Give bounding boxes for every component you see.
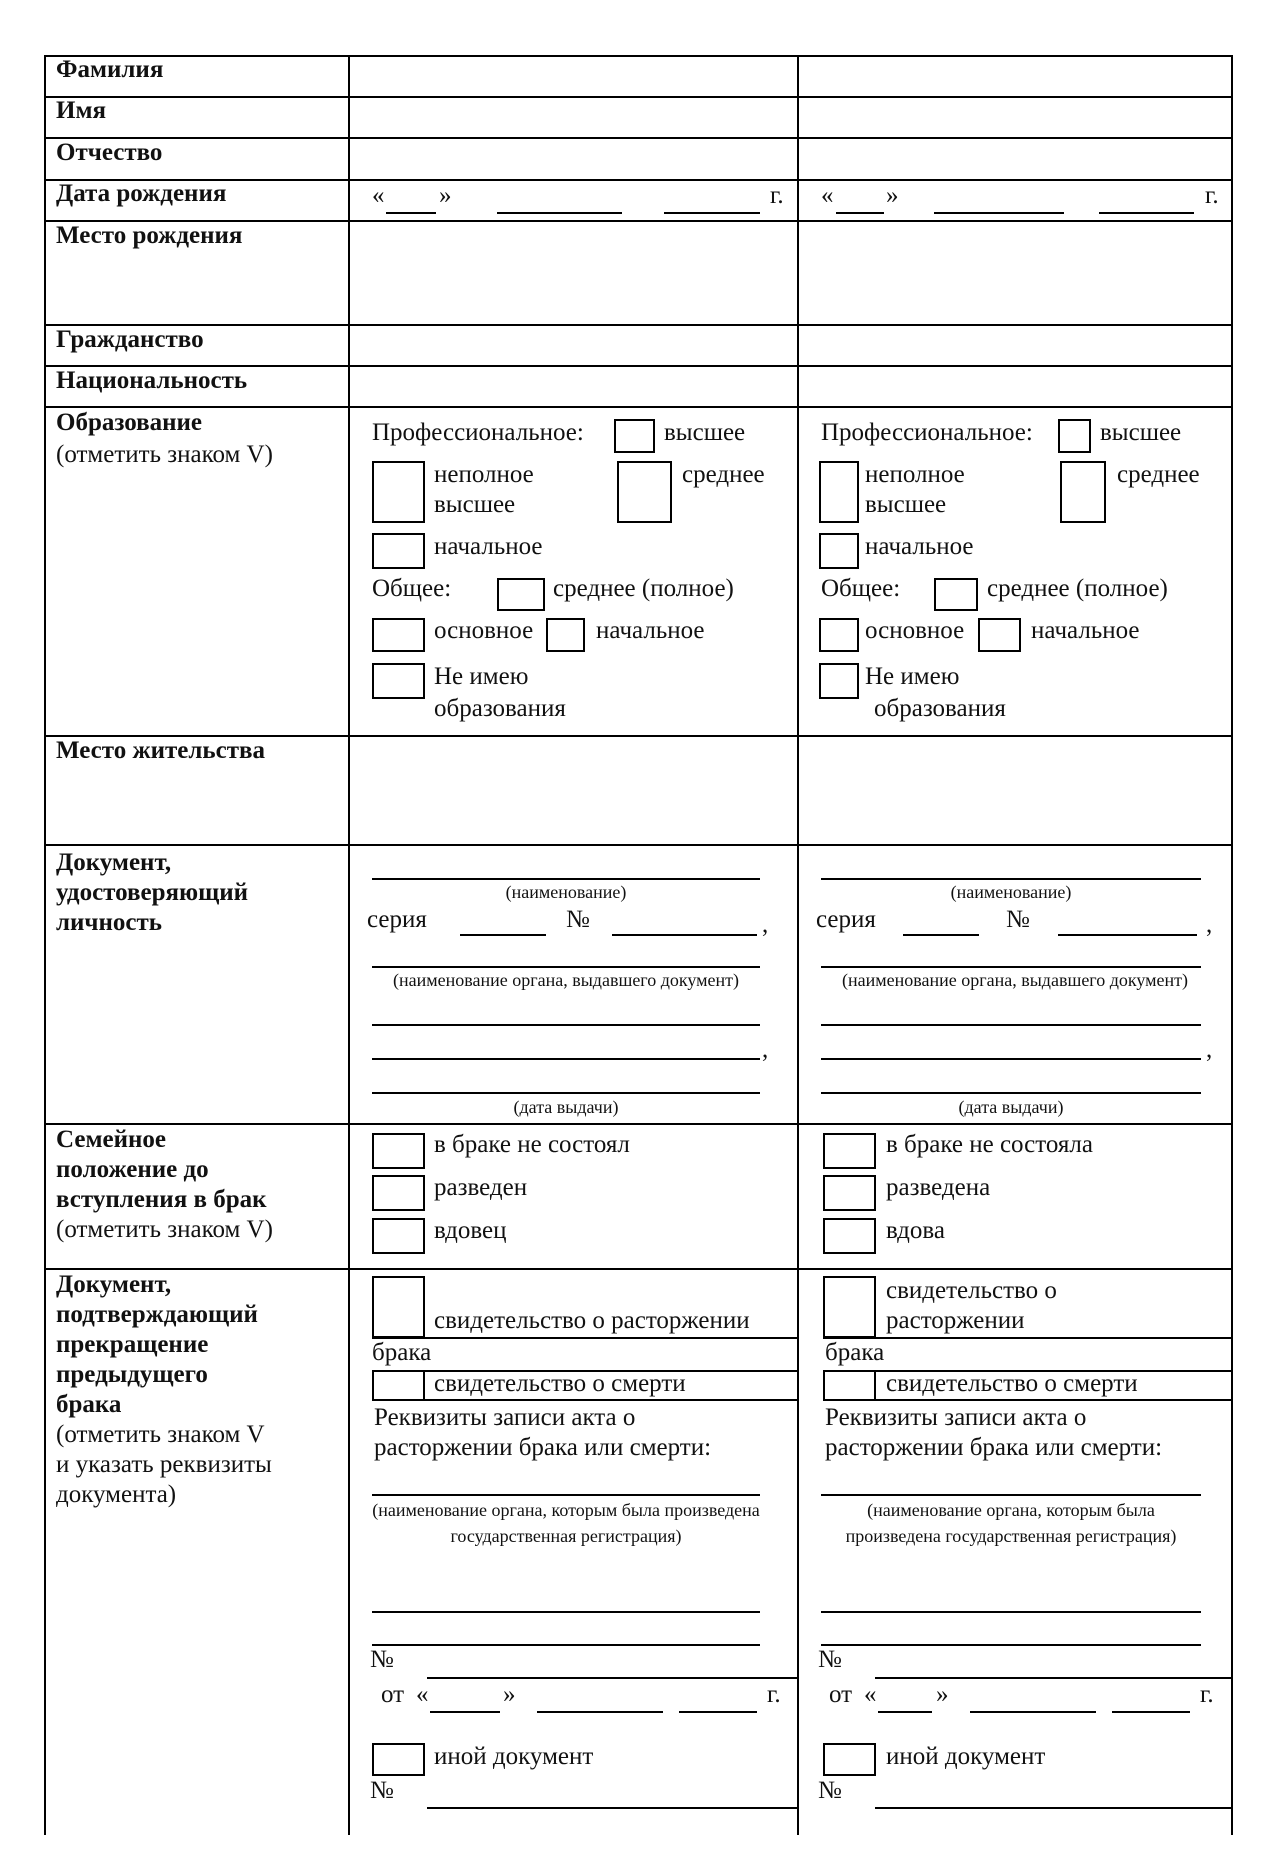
bride-citizenship-field[interactable] xyxy=(799,326,1231,365)
dob-year-suffix: г. xyxy=(1205,182,1219,209)
groom-divorce-certificate-checkbox[interactable] xyxy=(372,1276,425,1338)
bride-residence-field[interactable] xyxy=(799,737,1231,844)
act-date-open-quote: « xyxy=(864,1681,877,1708)
id-doc-date-caption: (дата выдачи) xyxy=(958,1097,1064,1117)
row-line xyxy=(44,406,1233,408)
groom-other-document-number-field[interactable] xyxy=(427,1807,797,1809)
bride-divorced-checkbox[interactable] xyxy=(823,1175,876,1211)
edu-none-label: образования xyxy=(874,695,1006,722)
bride-id-doc-issuer-field-3[interactable] xyxy=(821,1058,1201,1060)
other-document-number-label: № xyxy=(370,1777,394,1804)
id-doc-series-label: серия xyxy=(367,906,427,933)
groom-widower-checkbox[interactable] xyxy=(372,1218,425,1254)
id-doc-issuer-caption: (наименование органа, выдавшего документ) xyxy=(392,970,740,990)
id-doc-comma: , xyxy=(1206,911,1213,938)
id-doc-comma: , xyxy=(1206,1036,1213,1063)
label-prev-hint: (отметить знаком V xyxy=(56,1421,265,1448)
marriage-word: брака xyxy=(825,1339,885,1366)
bride-edu-basic-checkbox[interactable] xyxy=(819,618,859,652)
row-line xyxy=(44,844,1233,846)
id-doc-name-caption: (наименование) xyxy=(505,882,627,902)
bride-act-number-field[interactable] xyxy=(875,1677,1231,1679)
label-place-of-birth: Место рождения xyxy=(56,222,243,249)
groom-act-year-field[interactable] xyxy=(679,1711,757,1713)
label-marital-line: вступления в брак xyxy=(56,1186,267,1213)
edu-incomplete-label: высшее xyxy=(865,491,947,518)
edu-none-label: образования xyxy=(434,695,566,722)
edu-higher-label: высшее xyxy=(1100,419,1182,446)
edu-secondary-label: среднее xyxy=(1117,461,1200,488)
dob-close-quote: » xyxy=(439,182,452,209)
label-surname: Фамилия xyxy=(56,56,164,83)
label-prev-line: брака xyxy=(56,1391,122,1418)
edu-professional-label: Профессиональное: xyxy=(372,419,584,446)
label-date-of-birth: Дата рождения xyxy=(56,180,227,207)
bride-death-certificate-checkbox[interactable] xyxy=(823,1370,876,1401)
bride-id-doc-number-field[interactable] xyxy=(1058,934,1197,936)
bride-id-doc-issuer-field-2[interactable] xyxy=(821,1024,1201,1026)
label-marital-line: Семейное xyxy=(56,1126,166,1153)
option-separator xyxy=(372,1337,797,1339)
other-document-label: иной документ xyxy=(434,1743,594,1770)
bride-nationality-field[interactable] xyxy=(799,367,1231,406)
groom-edu-secondary-checkbox[interactable] xyxy=(617,461,672,523)
dob-open-quote: « xyxy=(821,182,834,209)
groom-id-doc-date-field[interactable] xyxy=(372,1092,760,1094)
edu-incomplete-label: высшее xyxy=(434,491,516,518)
edu-secondary-full-label: среднее (полное) xyxy=(987,575,1168,602)
marital-option-label: в браке не состоял xyxy=(434,1131,630,1158)
label-prev-line: подтверждающий xyxy=(56,1301,258,1328)
groom-edu-higher-checkbox[interactable] xyxy=(614,419,655,453)
label-residence: Место жительства xyxy=(56,737,265,764)
edu-incomplete-label: неполное xyxy=(865,461,965,488)
label-id-document-line: личность xyxy=(56,909,163,936)
label-marital-line: положение до xyxy=(56,1156,209,1183)
divorce-certificate-label: свидетельство о xyxy=(886,1277,1057,1304)
bride-act-year-field[interactable] xyxy=(1112,1711,1190,1713)
bride-other-document-checkbox[interactable] xyxy=(823,1743,876,1776)
requisites-label: расторжении брака или смерти: xyxy=(825,1434,1163,1461)
id-doc-date-caption: (дата выдачи) xyxy=(513,1097,619,1117)
groom-dob-year-field[interactable] xyxy=(664,212,760,214)
label-previous-marriage-document xyxy=(56,1270,272,1510)
bride-id-doc-date-field[interactable] xyxy=(821,1092,1201,1094)
table-border-left xyxy=(44,55,46,1835)
marital-option-label: в браке не состояла xyxy=(886,1131,1093,1158)
edu-basic-label: основное xyxy=(434,617,534,644)
label-prev-line: Документ, xyxy=(56,1271,172,1298)
bride-edu-secondary-full-checkbox[interactable] xyxy=(934,578,978,611)
edu-general-label: Общее: xyxy=(821,575,901,602)
groom-act-number-field[interactable] xyxy=(427,1677,797,1679)
edu-initial-label: начальное xyxy=(865,533,974,560)
registration-organ-caption: (наименование органа, которым была произведена государственная регистрация) xyxy=(845,1500,1177,1546)
groom-nationality-field[interactable] xyxy=(350,367,797,406)
groom-edu-general-initial-checkbox[interactable] xyxy=(546,618,585,652)
edu-initial-label: начальное xyxy=(434,533,543,560)
dob-year-suffix: г. xyxy=(770,182,784,209)
bride-widow-checkbox[interactable] xyxy=(823,1218,876,1254)
death-certificate-label: свидетельство о смерти xyxy=(886,1370,1138,1397)
option-separator xyxy=(823,1399,1233,1401)
groom-edu-none-checkbox[interactable] xyxy=(372,663,425,699)
bride-act-month-field[interactable] xyxy=(970,1711,1096,1713)
label-nationality: Национальность xyxy=(56,367,248,394)
edu-none-label: Не имею xyxy=(865,663,960,690)
edu-none-label: Не имею xyxy=(434,663,529,690)
label-education-hint: (отметить знаком V) xyxy=(56,441,273,468)
act-date-from-label: от xyxy=(381,1681,405,1708)
bride-dob-year-field[interactable] xyxy=(1099,212,1194,214)
label-education: Образование xyxy=(56,409,203,436)
groom-other-document-checkbox[interactable] xyxy=(372,1743,425,1776)
bride-edu-incomplete-higher-checkbox[interactable] xyxy=(819,461,859,523)
death-certificate-label: свидетельство о смерти xyxy=(434,1370,686,1397)
dob-open-quote: « xyxy=(372,182,385,209)
groom-registration-organ-field-2[interactable] xyxy=(372,1611,760,1613)
marital-option-label: вдовец xyxy=(434,1217,507,1244)
act-date-close-quote: » xyxy=(503,1681,516,1708)
groom-edu-secondary-full-checkbox[interactable] xyxy=(497,578,545,611)
bride-divorce-certificate-checkbox[interactable] xyxy=(823,1276,876,1338)
groom-id-doc-number-field[interactable] xyxy=(612,934,757,936)
bride-never-married-checkbox[interactable] xyxy=(823,1133,876,1169)
bride-edu-higher-checkbox[interactable] xyxy=(1058,419,1091,453)
bride-registration-organ-field-3[interactable] xyxy=(821,1644,1201,1646)
marital-option-label: разведен xyxy=(434,1174,528,1201)
groom-never-married-checkbox[interactable] xyxy=(372,1133,425,1169)
groom-patronymic-field[interactable] xyxy=(350,139,797,179)
groom-divorced-checkbox[interactable] xyxy=(372,1175,425,1211)
label-citizenship: Гражданство xyxy=(56,326,204,353)
id-doc-issuer-caption: (наименование органа, выдавшего документ) xyxy=(841,970,1189,990)
groom-place-of-birth-field[interactable] xyxy=(350,222,797,324)
other-document-label: иной документ xyxy=(886,1743,1046,1770)
bride-edu-none-checkbox[interactable] xyxy=(819,663,859,699)
divorce-certificate-label: расторжении xyxy=(886,1307,1025,1334)
bride-id-doc-series-field[interactable] xyxy=(903,934,979,936)
bride-edu-secondary-checkbox[interactable] xyxy=(1060,461,1106,523)
act-date-open-quote: « xyxy=(416,1681,429,1708)
label-marital-status xyxy=(56,1125,273,1245)
dob-close-quote: » xyxy=(886,182,899,209)
option-separator xyxy=(372,1399,797,1401)
edu-secondary-full-label: среднее (полное) xyxy=(553,575,734,602)
marital-option-label: разведена xyxy=(886,1174,991,1201)
bride-dob-day-field[interactable] xyxy=(836,212,884,214)
bride-registration-organ-field-2[interactable] xyxy=(821,1611,1201,1613)
bride-place-of-birth-field[interactable] xyxy=(799,222,1231,324)
act-date-close-quote: » xyxy=(936,1681,949,1708)
label-prev-line: прекращение xyxy=(56,1331,209,1358)
groom-registration-organ-field[interactable] xyxy=(372,1494,760,1496)
act-number-label: № xyxy=(818,1646,842,1673)
groom-id-doc-issuer-field-3[interactable] xyxy=(372,1058,760,1060)
bride-edu-initial-checkbox[interactable] xyxy=(819,533,859,569)
edu-incomplete-label: неполное xyxy=(434,461,534,488)
groom-dob-day-field[interactable] xyxy=(386,212,436,214)
bride-act-day-field[interactable] xyxy=(878,1711,932,1713)
label-id-document-line: Документ, xyxy=(56,849,172,876)
marriage-word: брака xyxy=(372,1339,432,1366)
edu-general-initial-label: начальное xyxy=(1031,617,1140,644)
id-doc-number-label: № xyxy=(1006,906,1030,933)
label-id-document-line: удостоверяющий xyxy=(56,879,249,906)
act-date-from-label: от xyxy=(829,1681,853,1708)
edu-basic-label: основное xyxy=(865,617,965,644)
requisites-label: Реквизиты записи акта о xyxy=(825,1404,1087,1431)
other-document-number-label: № xyxy=(818,1777,842,1804)
bride-dob-month-field[interactable] xyxy=(934,212,1064,214)
edu-professional-label: Профессиональное: xyxy=(821,419,1033,446)
divorce-certificate-label: свидетельство о расторжении xyxy=(434,1307,750,1334)
bride-registration-organ-field[interactable] xyxy=(821,1494,1201,1496)
edu-secondary-label: среднее xyxy=(682,461,765,488)
label-name: Имя xyxy=(56,97,106,124)
id-doc-name-caption: (наименование) xyxy=(950,882,1072,902)
groom-id-doc-issuer-field-2[interactable] xyxy=(372,1024,760,1026)
groom-edu-initial-checkbox[interactable] xyxy=(372,533,425,569)
bride-surname-field[interactable] xyxy=(799,57,1231,96)
groom-dob-month-field[interactable] xyxy=(497,212,622,214)
groom-citizenship-field[interactable] xyxy=(350,326,797,365)
label-prev-line: предыдущего xyxy=(56,1361,208,1388)
groom-edu-incomplete-higher-checkbox[interactable] xyxy=(372,461,425,523)
act-date-year-suffix: г. xyxy=(767,1681,781,1708)
groom-id-doc-series-field[interactable] xyxy=(460,934,546,936)
bride-patronymic-field[interactable] xyxy=(799,139,1231,179)
act-date-year-suffix: г. xyxy=(1200,1681,1214,1708)
groom-act-day-field[interactable] xyxy=(430,1711,500,1713)
groom-death-certificate-checkbox[interactable] xyxy=(372,1370,425,1401)
groom-registration-organ-field-3[interactable] xyxy=(372,1644,760,1646)
id-doc-series-label: серия xyxy=(816,906,876,933)
groom-residence-field[interactable] xyxy=(350,737,797,844)
marital-option-label: вдова xyxy=(886,1217,945,1244)
label-id-document xyxy=(56,848,248,938)
groom-name-field[interactable] xyxy=(350,98,797,137)
edu-general-initial-label: начальное xyxy=(596,617,705,644)
option-separator xyxy=(823,1337,1233,1339)
act-number-label: № xyxy=(370,1646,394,1673)
id-doc-comma: , xyxy=(762,1036,769,1063)
bride-name-field[interactable] xyxy=(799,98,1231,137)
registration-organ-caption: (наименование органа, которым была произведена государственная регистрация) xyxy=(372,1500,760,1546)
groom-surname-field[interactable] xyxy=(350,57,797,96)
bride-edu-general-initial-checkbox[interactable] xyxy=(978,618,1021,652)
label-patronymic: Отчество xyxy=(56,139,163,166)
requisites-label: Реквизиты записи акта о xyxy=(374,1404,636,1431)
edu-higher-label: высшее xyxy=(664,419,746,446)
groom-edu-basic-checkbox[interactable] xyxy=(372,618,425,652)
id-doc-comma: , xyxy=(762,911,769,938)
bride-other-document-number-field[interactable] xyxy=(875,1807,1231,1809)
edu-general-label: Общее: xyxy=(372,575,452,602)
label-prev-hint: и указать реквизиты xyxy=(56,1451,272,1478)
id-doc-number-label: № xyxy=(566,906,590,933)
table-border-right xyxy=(1231,55,1233,1835)
groom-act-month-field[interactable] xyxy=(537,1711,663,1713)
label-marital-hint: (отметить знаком V) xyxy=(56,1216,273,1243)
requisites-label: расторжении брака или смерти: xyxy=(374,1434,712,1461)
label-prev-hint: документа) xyxy=(56,1481,177,1508)
